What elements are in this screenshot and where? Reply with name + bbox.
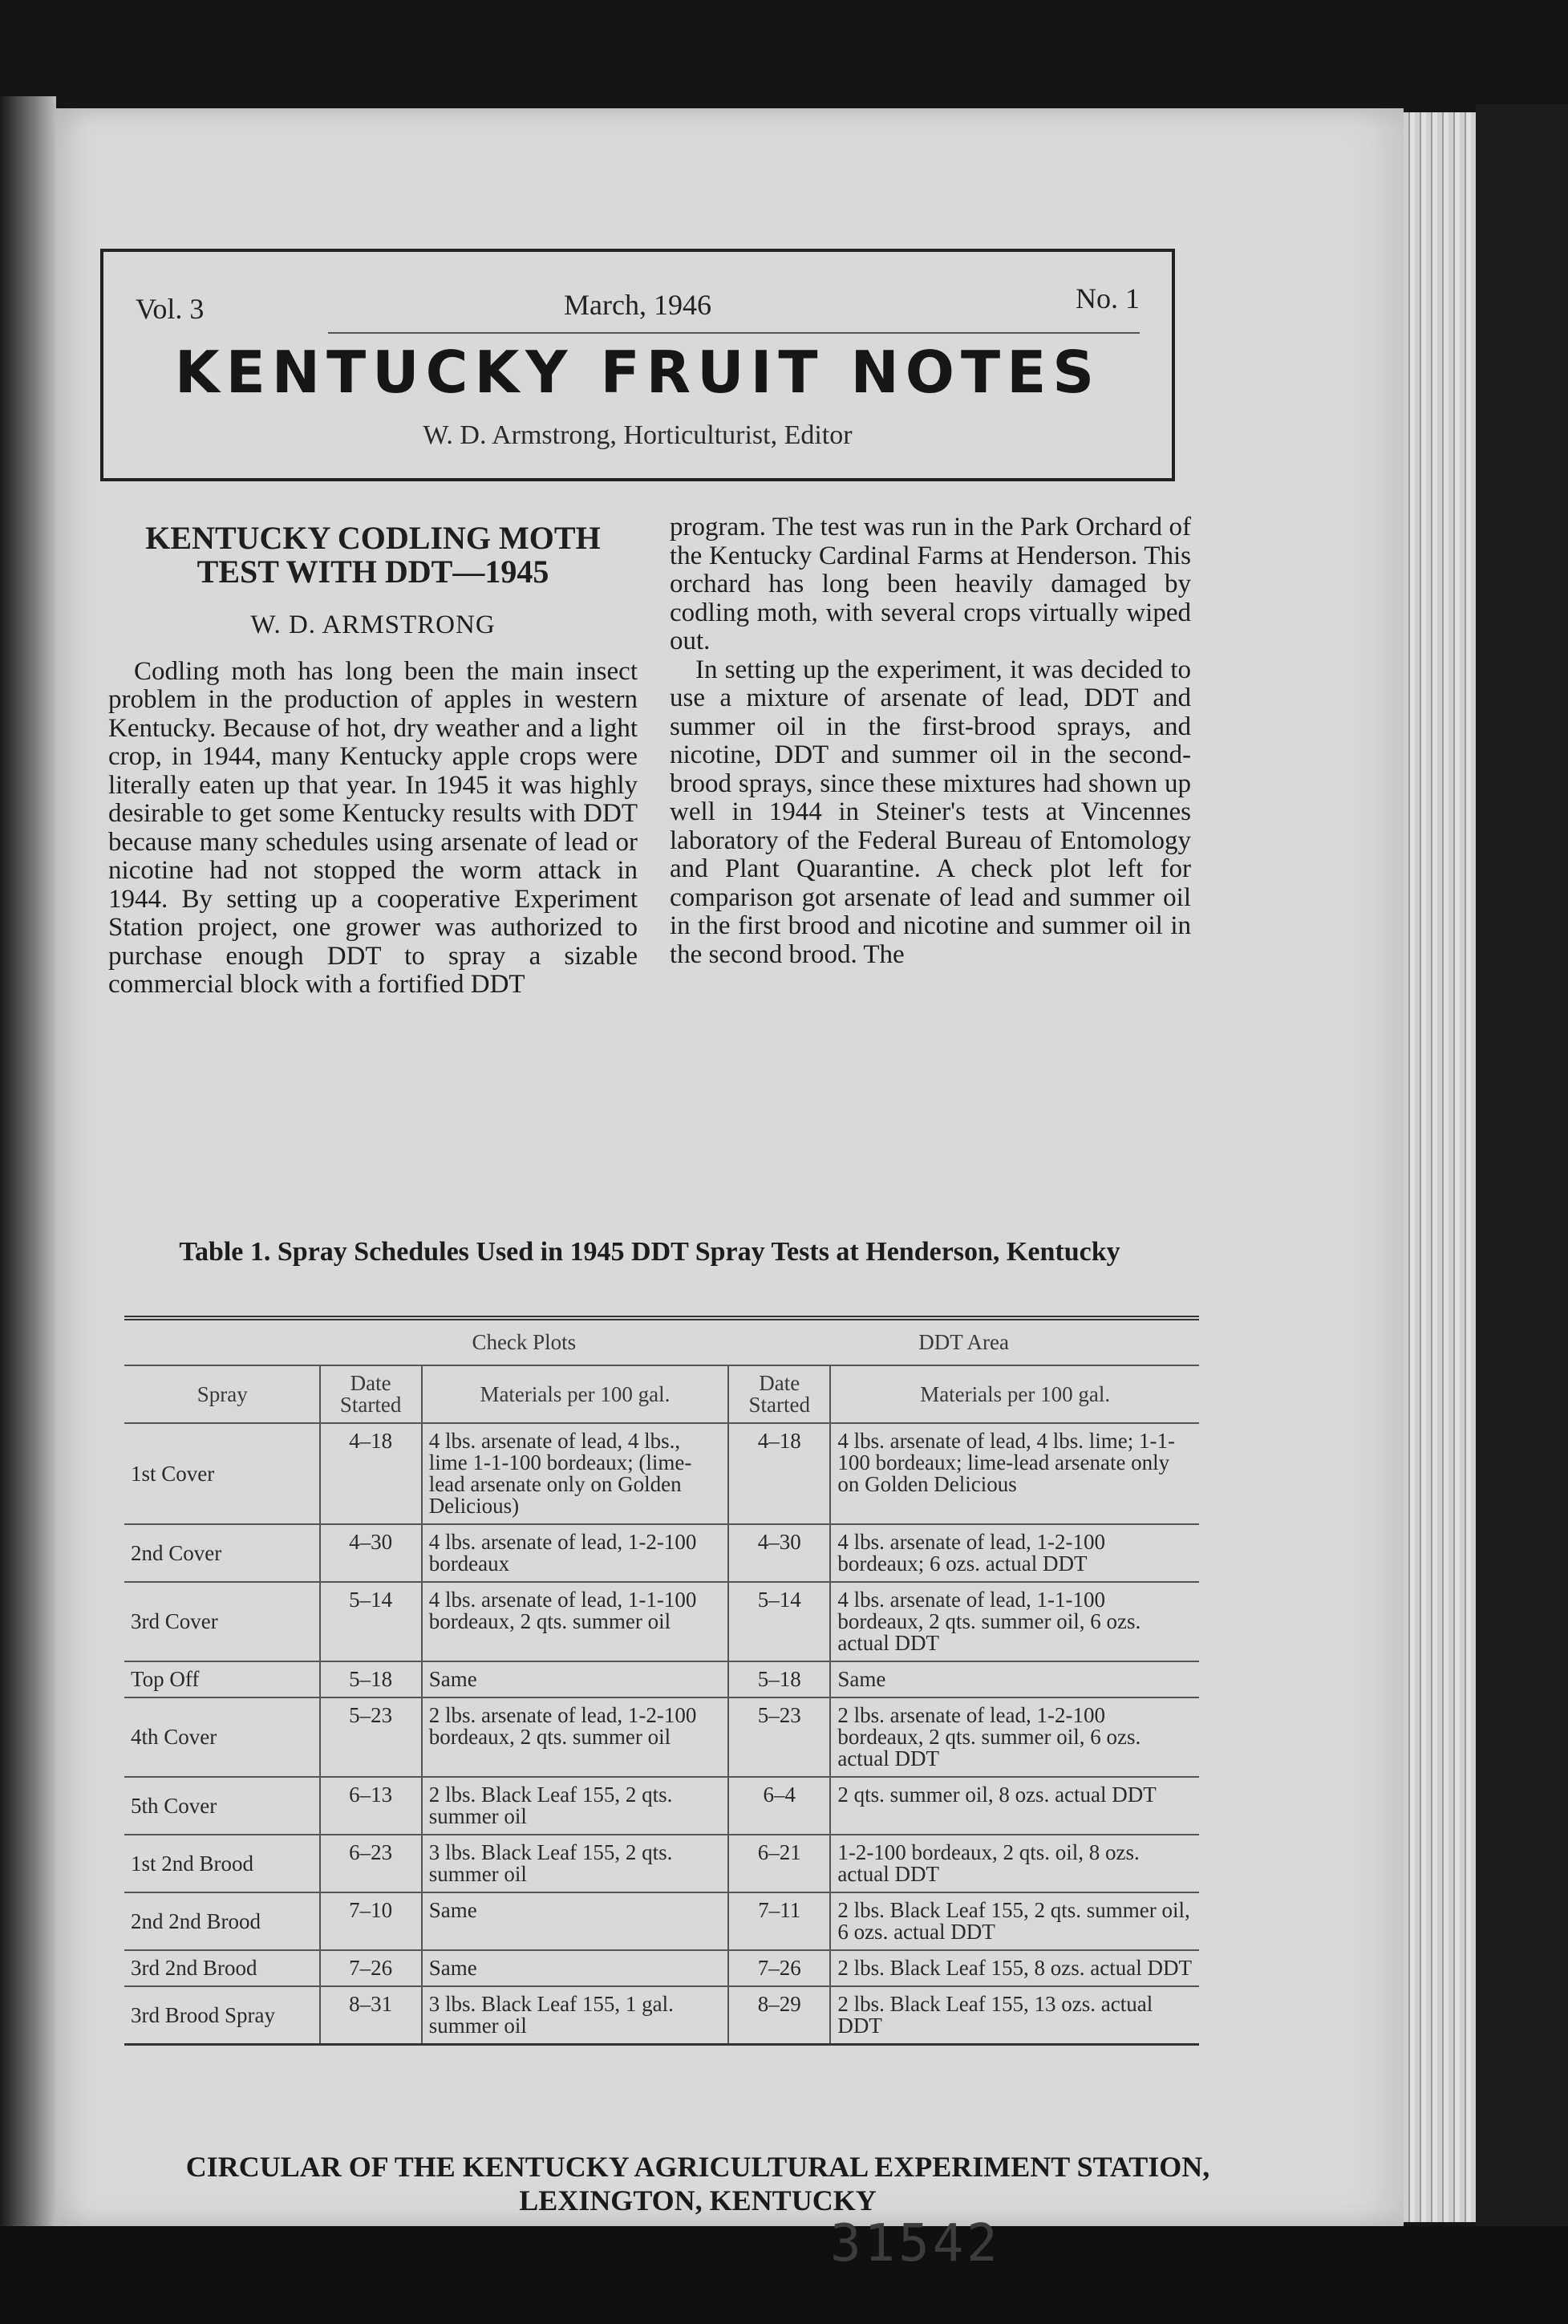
ddt-materials-cell: 2 lbs. Black Leaf 155, 2 qts. summer oil, 6 ozs. actual DDT bbox=[830, 1892, 1199, 1950]
spray-cell: 4th Cover bbox=[124, 1697, 320, 1777]
ddt-date-cell: 8–29 bbox=[728, 1986, 830, 2045]
article-author: W. D. ARMSTRONG bbox=[250, 610, 496, 639]
paragraph: program. The test was run in the Park Orchard of the Kentucky Cardinal Farms at Henderson. This orchard has long been heavily damaged by codling moth, with several crops virtually wiped out. bbox=[670, 513, 1191, 655]
spray-cell: 2nd 2nd Brood bbox=[124, 1892, 320, 1950]
ddt-materials-cell: 2 lbs. arsenate of lead, 1-2-100 bordeaux, 2 qts. summer oil, 6 ozs. actual DDT bbox=[830, 1697, 1199, 1777]
check-materials-cell: Same bbox=[422, 1661, 728, 1697]
ddt-materials-cell: 4 lbs. arsenate of lead, 4 lbs. lime; 1-1-100 bordeaux; lime-lead arsenate only on Golden Delicious bbox=[830, 1423, 1199, 1524]
masthead-rule bbox=[328, 332, 1140, 334]
ddt-date-cell: 4–30 bbox=[728, 1524, 830, 1582]
ddt-materials-cell: 2 lbs. Black Leaf 155, 8 ozs. actual DDT bbox=[830, 1950, 1199, 1986]
table-row bbox=[124, 1582, 1199, 1661]
spray-cell: 1st 2nd Brood bbox=[124, 1835, 320, 1892]
check-materials-cell: Same bbox=[422, 1950, 728, 1986]
spray-cell: 3rd 2nd Brood bbox=[124, 1950, 320, 1986]
spray-schedule-table bbox=[124, 1316, 1199, 2046]
ddt-materials-header: Materials per 100 gal. bbox=[830, 1365, 1199, 1423]
editor-line: W. D. Armstrong, Horticulturist, Editor bbox=[423, 420, 853, 450]
ddt-materials-cell: Same bbox=[830, 1661, 1199, 1697]
ddt-date-cell: 4–18 bbox=[728, 1423, 830, 1524]
check-date-header: Date Started bbox=[320, 1365, 422, 1423]
check-date-cell: 4–18 bbox=[320, 1423, 422, 1524]
article-title: KENTUCKY CODLING MOTH TEST WITH DDT—1945 bbox=[145, 520, 601, 590]
ddt-date-cell: 7–11 bbox=[728, 1892, 830, 1950]
check-materials-cell: 2 lbs. arsenate of lead, 1-2-100 bordeaux, 2 qts. summer oil bbox=[422, 1697, 728, 1777]
spray-cell: 2nd Cover bbox=[124, 1524, 320, 1582]
table-row bbox=[124, 1524, 1199, 1582]
spray-cell: Top Off bbox=[124, 1661, 320, 1697]
check-materials-cell: 4 lbs. arsenate of lead, 1-1-100 bordeaux, 2 qts. summer oil bbox=[422, 1582, 728, 1661]
circular-footer: CIRCULAR OF THE KENTUCKY AGRICULTURAL EXPERIMENT STATION, LEXINGTON, KENTUCKY bbox=[185, 2151, 1210, 2217]
table-row bbox=[124, 1892, 1199, 1950]
issue-date: March, 1946 bbox=[564, 289, 711, 321]
check-materials-cell: 4 lbs. arsenate of lead, 1-2-100 bordeaux bbox=[422, 1524, 728, 1582]
check-date-cell: 5–23 bbox=[320, 1697, 422, 1777]
background-shadow bbox=[0, 2226, 1568, 2324]
article-right-column bbox=[670, 513, 1191, 969]
publication-title: KENTUCKY FRUIT NOTES bbox=[174, 339, 1101, 406]
book-binding-left bbox=[0, 96, 56, 2262]
check-date-cell: 5–18 bbox=[320, 1661, 422, 1697]
table-caption: Table 1. Spray Schedules Used in 1945 DDT Spray Tests at Henderson, Kentucky bbox=[179, 1237, 1120, 1267]
page-content bbox=[56, 108, 1404, 2273]
check-materials-cell: 4 lbs. arsenate of lead, 4 lbs., lime 1-1-100 bordeaux; (lime-lead arsenate only on Golden Delicious) bbox=[422, 1423, 728, 1524]
masthead-issue-row bbox=[136, 282, 1140, 328]
check-plots-header: Check Plots bbox=[320, 1318, 729, 1365]
ddt-date-header: Date Started bbox=[728, 1365, 830, 1423]
book-cover-right bbox=[1476, 104, 1568, 2254]
check-materials-cell: 3 lbs. Black Leaf 155, 2 qts. summer oil bbox=[422, 1835, 728, 1892]
paragraph: Codling moth has long been the main insect problem in the production of apples in western Kentucky. Because of hot, dry weather and a light crop, in 1944, many Kentucky apple crops were literally eaten up that year. In 1945 it was highly desirable to get some Kentucky results with DDT because many schedules using arsenate of lead or nicotine had not stopped the worm attack in 1944. By setting up a cooperative Experiment Station project, one grower was authorized to purchase enough DDT to spray a sizable commercial block with a fortified DDT bbox=[108, 656, 638, 999]
table-column-header bbox=[124, 1365, 1199, 1423]
spray-cell: 1st Cover bbox=[124, 1423, 320, 1524]
paragraph: In setting up the experiment, it was decided to use a mixture of arsenate of lead, DDT and summer oil in the first-brood sprays, and nicotine, DDT and summer oil in the second-brood sprays, since these mixtures had shown up well in 1944 in Steiner's tests at Vincennes laboratory of the Federal Bureau of Entomology and Plant Quarantine. A check plot left for comparison got arsenate of lead and summer oil in the first brood and nicotine and summer oil in the second brood. The bbox=[670, 655, 1191, 969]
ddt-area-header: DDT Area bbox=[728, 1318, 1199, 1365]
ddt-materials-cell: 1-2-100 bordeaux, 2 qts. oil, 8 ozs. actual DDT bbox=[830, 1835, 1199, 1892]
ddt-date-cell: 5–23 bbox=[728, 1697, 830, 1777]
article-left-column bbox=[108, 521, 638, 1000]
spray-cell: 3rd Brood Spray bbox=[124, 1986, 320, 2045]
check-materials-header: Materials per 100 gal. bbox=[422, 1365, 728, 1423]
table-row bbox=[124, 1950, 1199, 1986]
ddt-date-cell: 5–14 bbox=[728, 1582, 830, 1661]
table-row bbox=[124, 1835, 1199, 1892]
ddt-materials-cell: 2 qts. summer oil, 8 ozs. actual DDT bbox=[830, 1777, 1199, 1835]
ddt-materials-cell: 4 lbs. arsenate of lead, 1-1-100 bordeaux, 2 qts. summer oil, 6 ozs. actual DDT bbox=[830, 1582, 1199, 1661]
check-date-cell: 6–23 bbox=[320, 1835, 422, 1892]
stamp-number: 31542 bbox=[830, 2214, 1001, 2273]
blank-header-cell bbox=[124, 1318, 320, 1365]
spray-cell: 3rd Cover bbox=[124, 1582, 320, 1661]
table-group-header bbox=[124, 1318, 1199, 1365]
table-row bbox=[124, 1986, 1199, 2045]
table-row bbox=[124, 1661, 1199, 1697]
ddt-materials-cell: 4 lbs. arsenate of lead, 1-2-100 bordeaux; 6 ozs. actual DDT bbox=[830, 1524, 1199, 1582]
check-materials-cell: 2 lbs. Black Leaf 155, 2 qts. summer oil bbox=[422, 1777, 728, 1835]
check-date-cell: 5–14 bbox=[320, 1582, 422, 1661]
check-materials-cell: 3 lbs. Black Leaf 155, 1 gal. summer oil bbox=[422, 1986, 728, 2045]
check-date-cell: 7–26 bbox=[320, 1950, 422, 1986]
ddt-date-cell: 6–21 bbox=[728, 1835, 830, 1892]
table-row bbox=[124, 1423, 1199, 1524]
issue-number: No. 1 bbox=[1076, 282, 1140, 314]
check-date-cell: 6–13 bbox=[320, 1777, 422, 1835]
volume-label: Vol. 3 bbox=[136, 293, 205, 325]
check-date-cell: 4–30 bbox=[320, 1524, 422, 1582]
check-materials-cell: Same bbox=[422, 1892, 728, 1950]
check-date-cell: 8–31 bbox=[320, 1986, 422, 2045]
check-date-cell: 7–10 bbox=[320, 1892, 422, 1950]
masthead-box bbox=[100, 249, 1175, 481]
page-edges bbox=[1404, 112, 1476, 2222]
spray-cell: 5th Cover bbox=[124, 1777, 320, 1835]
ddt-date-cell: 7–26 bbox=[728, 1950, 830, 1986]
table-row bbox=[124, 1777, 1199, 1835]
ddt-materials-cell: 2 lbs. Black Leaf 155, 13 ozs. actual DDT bbox=[830, 1986, 1199, 2045]
ddt-date-cell: 5–18 bbox=[728, 1661, 830, 1697]
spray-column-header: Spray bbox=[124, 1365, 320, 1423]
ddt-date-cell: 6–4 bbox=[728, 1777, 830, 1835]
table-row bbox=[124, 1697, 1199, 1777]
